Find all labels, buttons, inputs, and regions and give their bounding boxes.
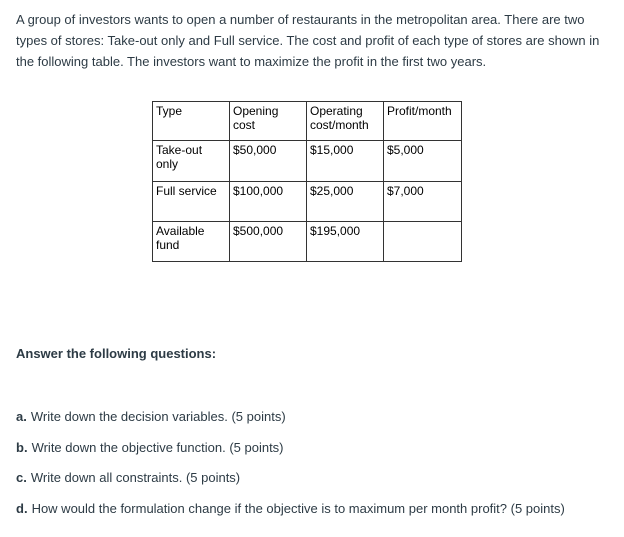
table-row: [153, 222, 462, 262]
table-cell: Full service: [153, 182, 230, 222]
question-text: Write down all constraints. (5 points): [30, 470, 241, 485]
problem-statement: A group of investors wants to open a number of restaurants in the metropolitan area. There are two types of stores: Take-out only and Full service. The cost and profit of each type of stores are shown in the following table. The investors want to maximize the profit in the first two years.: [16, 12, 600, 69]
table-cell: Take-out only: [153, 141, 230, 182]
cost-profit-table: [152, 101, 462, 262]
question-item: [16, 438, 565, 469]
table-cell: $100,000: [230, 182, 307, 222]
question-text: How would the formulation change if the objective is to maximum per month profit? (5 points): [31, 500, 565, 516]
question-letter: c.: [16, 470, 27, 485]
table-cell: $25,000: [307, 182, 384, 222]
question-letter: b.: [16, 439, 28, 455]
question-text: Write down the objective function. (5 points): [31, 439, 284, 455]
table-header-row: [153, 102, 462, 141]
answer-heading: Answer the following questions:: [16, 346, 217, 361]
header-cell: Profit/month: [384, 102, 462, 141]
table-row: [153, 141, 462, 182]
table-cell: $500,000: [230, 222, 307, 262]
header-cell: Type: [153, 102, 230, 141]
table-cell: $5,000: [384, 141, 462, 182]
question-item: [16, 468, 565, 499]
table-cell: Available fund: [153, 222, 230, 262]
table-row: [153, 182, 462, 222]
question-text: Write down the decision variables. (5 points): [30, 409, 286, 424]
question-item: [16, 407, 565, 438]
table-cell: $50,000: [230, 141, 307, 182]
question-letter: d.: [16, 500, 28, 516]
table-cell: $195,000: [307, 222, 384, 262]
table-cell: $7,000: [384, 182, 462, 222]
question-item: [16, 499, 565, 530]
table-cell: [384, 222, 462, 262]
header-cell: Operating cost/month: [307, 102, 384, 141]
question-list: [16, 407, 565, 529]
question-letter: a.: [16, 409, 27, 424]
table-cell: $15,000: [307, 141, 384, 182]
header-cell: Opening cost: [230, 102, 307, 141]
